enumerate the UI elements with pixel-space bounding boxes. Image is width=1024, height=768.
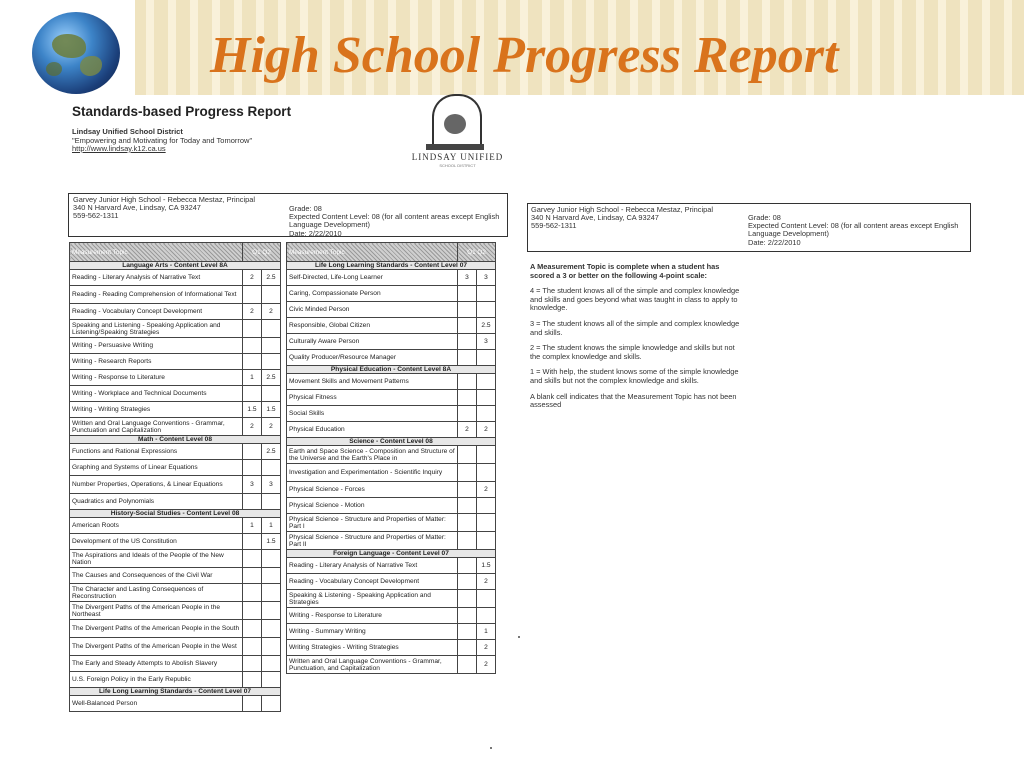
grade-label: Grade: 08 xyxy=(748,213,781,222)
table-row xyxy=(70,638,281,656)
q1-score: 2 xyxy=(243,418,262,436)
scale-blank: A blank cell indicates that the Measurement Topic has not been assessed xyxy=(530,391,737,410)
table-row xyxy=(70,476,281,494)
q2-score: 2 xyxy=(477,422,496,438)
table-row xyxy=(70,338,281,354)
topic-label: Investigation and Experimentation - Scientific Inquiry xyxy=(287,464,458,482)
section-label: Language Arts - Content Level 8A xyxy=(70,262,281,270)
topic-label: Social Skills xyxy=(287,406,458,422)
q1-score xyxy=(243,444,262,460)
q2-score xyxy=(477,406,496,422)
topic-label: Speaking and Listening - Speaking Application and Listening/Speaking Strategies xyxy=(70,320,243,338)
q2-score xyxy=(477,286,496,302)
q1-score xyxy=(458,390,477,406)
topic-label: Writing - Research Reports xyxy=(70,354,243,370)
q2-score xyxy=(477,532,496,550)
table-row xyxy=(287,464,496,482)
q1-score xyxy=(243,494,262,510)
q2-score: 1.5 xyxy=(262,402,281,418)
q1-score xyxy=(243,602,262,620)
topic-label: Reading - Literary Analysis of Narrative Text xyxy=(70,270,243,286)
q1-score xyxy=(458,574,477,590)
q1-score: 1 xyxy=(243,518,262,534)
scale-1: 1 = With help, the student knows some of the simple knowledge and skills but not the complex knowledge and skills. xyxy=(530,367,739,385)
topic-label: Culturally Aware Person xyxy=(287,334,458,350)
table-row xyxy=(70,418,281,436)
topic-label: Civic Minded Person xyxy=(287,302,458,318)
q2-score xyxy=(262,602,281,620)
section-header xyxy=(287,438,496,446)
q1-score xyxy=(243,620,262,638)
topic-label: Writing - Writing Strategies xyxy=(70,402,243,418)
q2-score xyxy=(477,302,496,318)
report-title: Standards-based Progress Report xyxy=(72,104,292,119)
district-logo xyxy=(410,94,505,170)
q2-score xyxy=(262,320,281,338)
q2-score: 1.5 xyxy=(262,534,281,550)
q2-score xyxy=(477,498,496,514)
q2-score: 2.5 xyxy=(262,370,281,386)
logo-subtext: SCHOOL DISTRICT xyxy=(439,163,476,168)
topic-label: Reading - Literary Analysis of Narrative Text xyxy=(287,558,458,574)
section-label: Physical Education - Content Level 8A xyxy=(287,366,496,374)
topic-label: Physical Science - Structure and Properties of Matter: Part II xyxy=(287,532,458,550)
q2-score: 3 xyxy=(477,270,496,286)
school-address: 340 N Harvard Ave, Lindsay, CA 93247 xyxy=(73,203,201,213)
globe-icon xyxy=(32,12,120,94)
topic-label: U.S. Foreign Policy in the Early Republic xyxy=(70,672,243,688)
table-row xyxy=(287,608,496,624)
topic-label: Writing - Response to Literature xyxy=(287,608,458,624)
q2-score xyxy=(477,514,496,532)
topic-label: The Divergent Paths of the American People in the South xyxy=(70,620,243,638)
table-row xyxy=(287,374,496,390)
section-header xyxy=(70,436,281,444)
q1-score xyxy=(243,584,262,602)
section-label: History-Social Studies - Content Level 08 xyxy=(70,510,281,518)
q2-score: 2 xyxy=(477,640,496,656)
school-phone: 559-562-1311 xyxy=(531,221,577,231)
q2-score xyxy=(262,338,281,354)
topic-label: Reading - Vocabulary Concept Development xyxy=(70,304,243,320)
table-row xyxy=(287,286,496,302)
school-name: Garvey Junior High School - Rebecca Mestaz, Principal xyxy=(73,195,255,204)
q2-score xyxy=(477,590,496,608)
q2-score xyxy=(262,672,281,688)
topic-label: Functions and Rational Expressions xyxy=(70,444,243,460)
topic-label: Writing - Workplace and Technical Documents xyxy=(70,386,243,402)
section-header xyxy=(287,366,496,374)
q1-score xyxy=(458,498,477,514)
topic-label: American Roots xyxy=(70,518,243,534)
q1-score: 2 xyxy=(243,270,262,286)
q2-score xyxy=(477,608,496,624)
table-row xyxy=(70,494,281,510)
table-row xyxy=(287,406,496,422)
q1-score xyxy=(243,656,262,672)
table-row xyxy=(70,460,281,476)
q2-score: 2 xyxy=(262,418,281,436)
q1-score: 3 xyxy=(458,270,477,286)
left-grade-table xyxy=(69,242,281,712)
q1-score xyxy=(458,532,477,550)
table-row xyxy=(70,270,281,286)
scale-3: 3 = The student knows all of the simple and complex knowledge and skills. xyxy=(530,318,740,337)
topic-label: Written and Oral Language Conventions - Grammar, Punctuation and Capitalization xyxy=(70,418,243,436)
section-header xyxy=(70,510,281,518)
table-row xyxy=(70,620,281,638)
section-label: Math - Content Level 08 xyxy=(70,436,281,444)
q1-score xyxy=(458,482,477,498)
content-level: Expected Content Level: 08 (for all content areas except English Language Development) xyxy=(289,212,500,230)
table-row xyxy=(70,584,281,602)
q2-score xyxy=(262,568,281,584)
topic-label: The Aspirations and Ideals of the People of the New Nation xyxy=(70,550,243,568)
q2-score: 3 xyxy=(262,476,281,494)
table-row xyxy=(70,444,281,460)
q2-score xyxy=(477,464,496,482)
q1-score xyxy=(243,460,262,476)
topic-label: Writing - Persuasive Writing xyxy=(70,338,243,354)
topic-label: The Early and Steady Attempts to Abolish Slavery xyxy=(70,656,243,672)
q1-score xyxy=(243,320,262,338)
q1-score xyxy=(243,354,262,370)
q1-score xyxy=(243,568,262,584)
q1-score xyxy=(458,624,477,640)
scale-4: 4 = The student knows all of the simple and complex knowledge and skills and goes beyond what was taught in class to apply to knowledge. xyxy=(530,286,740,313)
section-label: Foreign Language - Content Level 07 xyxy=(287,550,496,558)
topic-label: Number Properties, Operations, & Linear Equations xyxy=(70,476,243,494)
table-row xyxy=(287,334,496,350)
topic-label: Physical Science - Forces xyxy=(287,482,458,498)
table-row xyxy=(70,550,281,568)
q1-score xyxy=(458,318,477,334)
table-row xyxy=(287,302,496,318)
table-row xyxy=(287,446,496,464)
q2-score: 1 xyxy=(262,518,281,534)
topic-label: Speaking & Listening - Speaking Application and Strategies xyxy=(287,590,458,608)
topic-label: The Divergent Paths of the American People in the West xyxy=(70,638,243,656)
q2-score xyxy=(262,584,281,602)
table-header xyxy=(70,243,281,262)
q2-score xyxy=(262,286,281,304)
table-row xyxy=(287,318,496,334)
q1-score xyxy=(458,286,477,302)
topic-label: Caring, Compassionate Person xyxy=(287,286,458,302)
district-url[interactable]: http://www.lindsay.k12.ca.us xyxy=(72,144,166,153)
scale-2: 2 = The student knows the simple knowledge and skills but not the complex knowledge and skills. xyxy=(530,343,735,361)
scale-legend xyxy=(530,263,740,417)
table-row xyxy=(287,532,496,550)
table-row xyxy=(287,482,496,498)
q2-score xyxy=(477,374,496,390)
district-name: Lindsay Unified School District xyxy=(72,127,183,136)
table-row xyxy=(287,640,496,656)
table-row xyxy=(70,656,281,672)
section-header xyxy=(287,550,496,558)
school-info-box-page2 xyxy=(527,203,971,252)
q1-score xyxy=(458,558,477,574)
table-row xyxy=(70,320,281,338)
header-topic: Measurement Topic xyxy=(70,243,243,262)
section-label: Life Long Learning Standards - Content Level 07 xyxy=(70,688,281,696)
district-motto: "Empowering and Motivating for Today and Tomorrow" xyxy=(72,135,253,145)
q1-score xyxy=(243,286,262,304)
q1-score xyxy=(458,446,477,464)
table-row xyxy=(287,514,496,532)
q1-score xyxy=(243,672,262,688)
district-block xyxy=(72,128,252,154)
q2-score xyxy=(262,386,281,402)
table-header xyxy=(287,243,496,262)
logo-text: LINDSAY UNIFIED xyxy=(411,152,504,162)
topic-label: The Divergent Paths of the American People in the Northeast xyxy=(70,602,243,620)
topic-label: The Causes and Consequences of the Civil War xyxy=(70,568,243,584)
q2-score xyxy=(262,696,281,712)
q2-score xyxy=(262,494,281,510)
table-row xyxy=(287,558,496,574)
q1-score xyxy=(458,514,477,532)
q1-score xyxy=(458,608,477,624)
school-phone: 559-562-1311 xyxy=(73,211,119,221)
slide-title: High School Progress Report xyxy=(210,27,839,84)
q1-score xyxy=(458,656,477,674)
table-row xyxy=(70,386,281,402)
section-label: Science - Content Level 08 xyxy=(287,438,496,446)
topic-label: Writing - Response to Literature xyxy=(70,370,243,386)
q1-score xyxy=(458,350,477,366)
topic-label: Physical Science - Motion xyxy=(287,498,458,514)
title-banner xyxy=(0,0,1024,95)
q1-score xyxy=(243,638,262,656)
grade-label: Grade: 08 xyxy=(289,204,322,213)
middle-grade-table xyxy=(286,242,496,674)
topic-label: Movement Skills and Movement Patterns xyxy=(287,374,458,390)
q2-score xyxy=(262,460,281,476)
table-row xyxy=(287,270,496,286)
table-row xyxy=(70,696,281,712)
scan-speck xyxy=(518,636,520,638)
q2-score: 1.5 xyxy=(477,558,496,574)
scan-speck xyxy=(490,747,492,749)
q2-score xyxy=(477,446,496,464)
table-row xyxy=(287,624,496,640)
table-row xyxy=(70,304,281,320)
scale-intro: A Measurement Topic is complete when a student has scored a 3 or better on the following 4-point scale: xyxy=(530,262,720,280)
section-header xyxy=(70,262,281,270)
topic-label: Earth and Space Science - Composition and Structure of the Universe and the Earth's Place in xyxy=(287,446,458,464)
section-header xyxy=(70,688,281,696)
table-row xyxy=(287,350,496,366)
topic-label: Well-Balanced Person xyxy=(70,696,243,712)
content-level: Expected Content Level: 08 (for all content areas except English Language Development) xyxy=(748,221,959,239)
q2-score xyxy=(262,656,281,672)
q2-score: 1 xyxy=(477,624,496,640)
section-header xyxy=(287,262,496,270)
table-row xyxy=(287,498,496,514)
topic-label: Responsible, Global Citizen xyxy=(287,318,458,334)
topic-label: The Character and Lasting Consequences of Reconstruction xyxy=(70,584,243,602)
q1-score: 1.5 xyxy=(243,402,262,418)
q1-score xyxy=(458,406,477,422)
q1-score xyxy=(458,374,477,390)
table-row xyxy=(70,602,281,620)
q2-score xyxy=(262,638,281,656)
topic-label: Graphing and Systems of Linear Equations xyxy=(70,460,243,476)
q2-score: 2.5 xyxy=(262,444,281,460)
table-row xyxy=(70,568,281,584)
table-row xyxy=(70,518,281,534)
table-row xyxy=(287,390,496,406)
q2-score: 2.5 xyxy=(477,318,496,334)
header-topic: Measurement Topic xyxy=(287,243,458,262)
q2-score xyxy=(477,390,496,406)
q2-score: 2 xyxy=(477,656,496,674)
table-row xyxy=(287,422,496,438)
table-row xyxy=(70,286,281,304)
q2-score xyxy=(262,550,281,568)
q1-score xyxy=(458,334,477,350)
q2-score: 3 xyxy=(477,334,496,350)
topic-label: Physical Science - Structure and Properties of Matter: Part I xyxy=(287,514,458,532)
table-row xyxy=(70,370,281,386)
topic-label: Self-Directed, Life-Long Learner xyxy=(287,270,458,286)
table-row xyxy=(70,534,281,550)
q2-score xyxy=(262,354,281,370)
q1-score: 2 xyxy=(243,304,262,320)
section-label: Life Long Learning Standards - Content Level 07 xyxy=(287,262,496,270)
report-date: Date: 2/22/2010 xyxy=(289,228,342,238)
table-row xyxy=(287,656,496,674)
q2-score xyxy=(262,620,281,638)
topic-label: Quadratics and Polynomials xyxy=(70,494,243,510)
topic-label: Quality Producer/Resource Manager xyxy=(287,350,458,366)
topic-label: Writing Strategies - Writing Strategies xyxy=(287,640,458,656)
q1-score xyxy=(243,386,262,402)
topic-label: Physical Fitness xyxy=(287,390,458,406)
q1-score xyxy=(458,640,477,656)
header-quarters: Q1 Q2 xyxy=(458,243,496,262)
q2-score: 2 xyxy=(262,304,281,320)
school-info-box xyxy=(68,193,508,237)
topic-label: Reading - Reading Comprehension of Informational Text xyxy=(70,286,243,304)
table-row xyxy=(70,354,281,370)
q1-score xyxy=(243,534,262,550)
topic-label: Writing - Summary Writing xyxy=(287,624,458,640)
table-row xyxy=(70,402,281,418)
q2-score: 2 xyxy=(477,482,496,498)
q1-score xyxy=(243,338,262,354)
table-row xyxy=(70,672,281,688)
table-row xyxy=(287,574,496,590)
q1-score: 3 xyxy=(243,476,262,494)
table-row xyxy=(287,590,496,608)
school-name: Garvey Junior High School - Rebecca Mestaz, Principal xyxy=(531,205,713,214)
header-quarters: Q1 Q2 xyxy=(243,243,281,262)
q1-score: 2 xyxy=(458,422,477,438)
topic-label: Development of the US Constitution xyxy=(70,534,243,550)
q1-score xyxy=(458,302,477,318)
q1-score xyxy=(458,464,477,482)
topic-label: Reading - Vocabulary Concept Development xyxy=(287,574,458,590)
school-address: 340 N Harvard Ave, Lindsay, CA 93247 xyxy=(531,213,659,223)
q1-score xyxy=(458,590,477,608)
topic-label: Written and Oral Language Conventions - Grammar, Punctuation, and Capitalization xyxy=(287,656,458,674)
report-date: Date: 2/22/2010 xyxy=(748,237,801,247)
q2-score: 2 xyxy=(477,574,496,590)
q2-score: 2.5 xyxy=(262,270,281,286)
q2-score xyxy=(477,350,496,366)
topic-label: Physical Education xyxy=(287,422,458,438)
q1-score xyxy=(243,696,262,712)
q1-score: 1 xyxy=(243,370,262,386)
q1-score xyxy=(243,550,262,568)
